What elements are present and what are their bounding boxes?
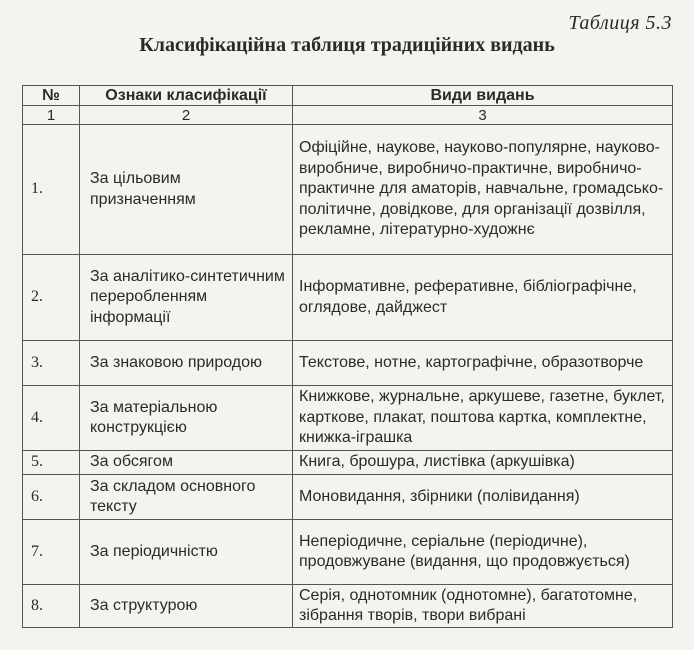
row-number: 6. xyxy=(23,475,80,520)
row-number: 8. xyxy=(23,585,80,628)
table-row xyxy=(23,386,673,451)
row-number: 3. xyxy=(23,341,80,386)
row-number: 5. xyxy=(23,451,80,475)
row-number: 4. xyxy=(23,386,80,451)
classification-sign: За складом основного тексту xyxy=(80,475,293,520)
row-number: 7. xyxy=(23,520,80,585)
classification-sign: За обсягом xyxy=(80,451,293,475)
classification-sign: За періодичністю xyxy=(80,520,293,585)
publication-kinds: Серія, однотомник (однотомне), багатотомне, зібрання творів, твори вибрані xyxy=(293,585,673,628)
publication-kinds: Книжкове, журнальне, аркушеве, газетне, буклет, карткове, плакат, поштова картка, комплектне, книжка-іграшка xyxy=(293,386,673,451)
column-number: 2 xyxy=(80,106,293,125)
publication-kinds: Інформативне, реферативне, бібліографічне, оглядове, дайджест xyxy=(293,255,673,341)
table-caption: Таблиця 5.3 xyxy=(568,12,672,34)
classification-sign: За структурою xyxy=(80,585,293,628)
row-number: 2. xyxy=(23,255,80,341)
classification-sign: За знаковою природою xyxy=(80,341,293,386)
classification-sign: За матеріальною конструкцією xyxy=(80,386,293,451)
publication-kinds: Книга, брошура, листівка (аркушівка) xyxy=(293,451,673,475)
table-title: Класифікаційна таблиця традиційних видань xyxy=(139,34,555,56)
table-row xyxy=(23,520,673,585)
publication-kinds: Текстове, нотне, картографічне, образотворче xyxy=(293,341,673,386)
table-row xyxy=(23,585,673,628)
table-row xyxy=(23,341,673,386)
table-row xyxy=(23,255,673,341)
publication-kinds: Моновидання, збірники (полівидання) xyxy=(293,475,673,520)
column-number: 3 xyxy=(293,106,673,125)
classification-sign: За цільовим призначенням xyxy=(80,125,293,255)
table-row xyxy=(23,475,673,520)
header-sign: Ознаки класифікації xyxy=(80,86,293,106)
classification-sign: За аналітико-синтетичним переробленням інформації xyxy=(80,255,293,341)
publication-kinds: Офіційне, наукове, науково-популярне, науково-виробниче, виробничо-практичне, виробничо-практичне для аматорів, навчальне, громадсько-політичне, довідкове, для організації дозвілля, рекламне, літературно-художнє xyxy=(293,125,673,255)
header-number: № xyxy=(23,86,80,106)
row-number: 1. xyxy=(23,125,80,255)
column-number-row xyxy=(23,106,673,125)
header-kinds: Види видань xyxy=(293,86,673,106)
column-number: 1 xyxy=(23,106,80,125)
table-row xyxy=(23,125,673,255)
header-row xyxy=(23,86,673,106)
classification-table xyxy=(22,85,673,628)
publication-kinds: Неперіодичне, серіальне (періодичне), продовжуване (видання, що продовжується) xyxy=(293,520,673,585)
table-row xyxy=(23,451,673,475)
